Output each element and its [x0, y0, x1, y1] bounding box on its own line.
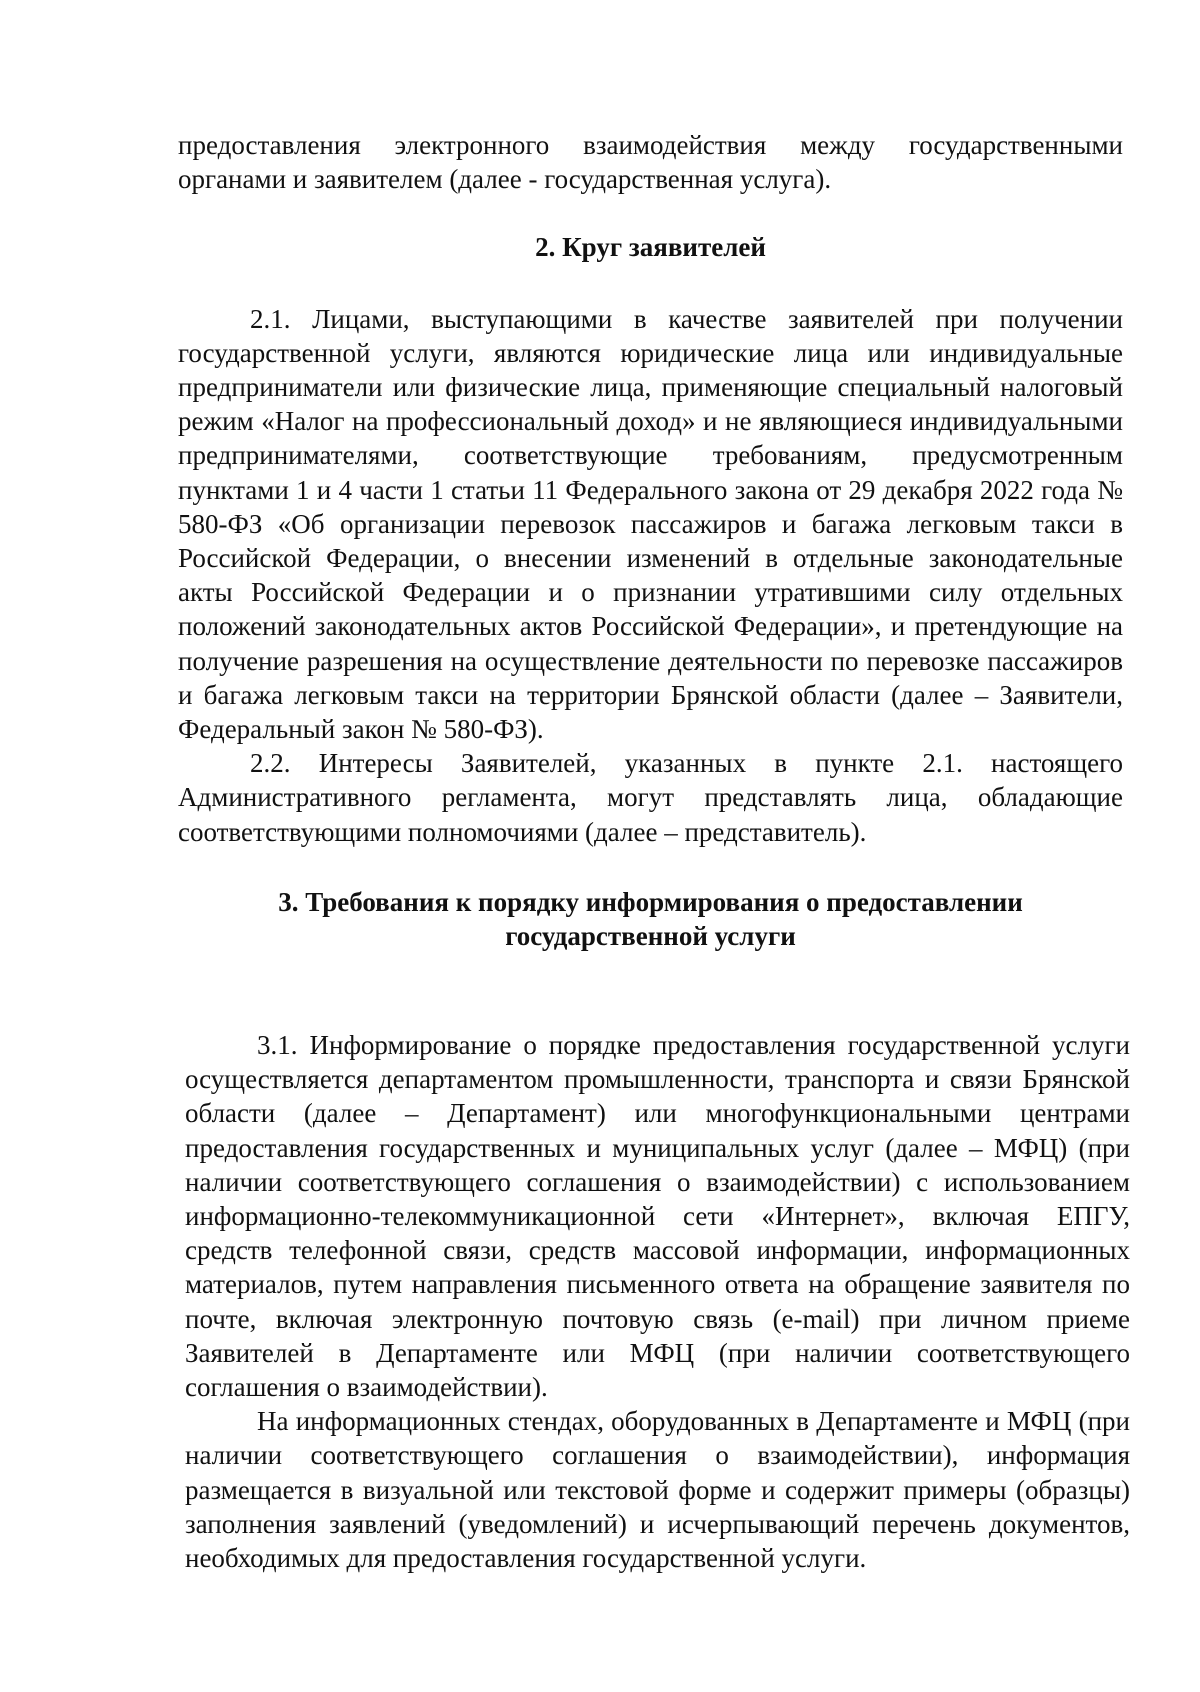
paragraph-3-stands: На информационных стендах, оборудованных в Департаменте и МФЦ (при наличии соответствующего соглашения о взаимодействии), информация размещается в визуальной или текстовой форме и содержит примеры (образцы) заполнения заявлений (уведомлений) и исчерпывающий перечень документов, необходимых для предоставления государственной услуги.	[185, 1406, 1130, 1574]
spacer	[178, 849, 1123, 885]
spacer	[178, 265, 1123, 302]
paragraph-2-2: 2.2. Интересы Заявителей, указанных в пункте 2.1. настоящего Административного регламента, могут представлять лица, обладающие соответствующими полномочиями (далее – представитель).	[178, 748, 1123, 847]
intro-paragraph: предоставления электронного взаимодействия между государственными органами и заявителем (далее - государственная услуга).	[178, 130, 1123, 195]
section-2-heading: 2. Круг заявителей	[535, 232, 766, 263]
spacer	[178, 196, 1123, 230]
section-3-heading-line1: 3. Требования к порядку информирования о предоставлении	[278, 886, 1023, 917]
document-body-upper	[178, 128, 1123, 953]
paragraph-3-1: 3.1. Информирование о порядке предоставления государственной услуги осуществляется департаментом промышленности, транспорта и связи Брянской области (далее – Департамент) или многофункциональными центрами предоставления государственных и муниципальных услуг (далее – МФЦ) (при наличии соответствующего соглашения о взаимодействии) с использованием информационно-телекоммуникационной сети «Интернет», включая ЕПГУ, средств телефонной связи, средств массовой информации, информационных материалов, путем направления письменного ответа на обращение заявителя по почте, включая электронную почтовую связь (e-mail) при личном приеме Заявителей в Департаменте или МФЦ (при наличии соответствующего соглашения о взаимодействии).	[185, 1030, 1130, 1403]
section-3-heading-line2: государственной услуги	[505, 921, 796, 952]
document-body-lower	[185, 1028, 1130, 1575]
section-3-heading	[178, 885, 1123, 953]
paragraph-2-1: 2.1. Лицами, выступающими в качестве заявителей при получении государственной услуги, являются юридические лица или индивидуальные предприниматели или физические лица, применяющие специальный налоговый режим «Налог на профессиональный доход» и не являющиеся индивидуальными предпринимателями, соответствующие требованиям, предусмотренным пунктами 1 и 4 части 1 статьи 11 Федерального закона от 29 декабря 2022 года № 580-ФЗ «Об организации перевозок пассажиров и багажа легковым такси в Российской Федерации, о внесении изменений в отдельные законодательные акты Российской Федерации и о признании утратившими силу отдельных положений законодательных актов Российской Федерации», и претендующие на получение разрешения на осуществление деятельности по перевозке пассажиров и багажа легковым такси на территории Брянской области (далее – Заявители, Федеральный закон № 580-ФЗ).	[178, 303, 1123, 745]
